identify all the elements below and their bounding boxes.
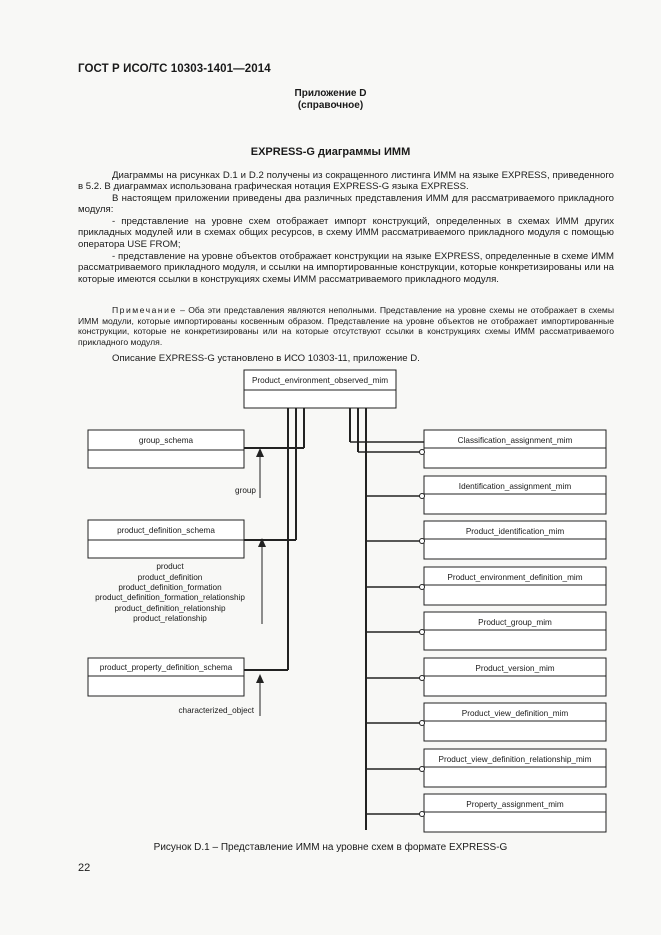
section-title: EXPRESS-G диаграммы ИММ — [250, 146, 411, 158]
connector-circle-2 — [420, 539, 425, 544]
note-text: – Оба эти представления являются неполными. Представление на уровне схемы не отображает в схемы ИММ модули, которые импортированы косвенным образом. Представление на уровне объектов не отображает импортированные конструкции, которые не конкретизированы или на которые отсутствуют ссылки в конструкциях схемы ИММ рассматриваемого прикладного модуля. — [78, 305, 614, 347]
connector-circle-8 — [420, 812, 425, 817]
label-right-5: Product_version_mim — [475, 664, 555, 673]
label-right-0: Classification_assignment_mim — [457, 436, 573, 445]
note-label: Примечание — [112, 305, 177, 315]
standard-header: ГОСТ Р ИСО/ТС 10303-1401—2014 — [78, 63, 271, 75]
appendix-title: Приложение D — [294, 88, 367, 99]
label-right-7: Product_view_definition_relationship_mim — [438, 755, 592, 764]
label-right-1: Identification_assignment_mim — [458, 482, 572, 491]
paragraph-2: В настоящем приложении приведены два различных представления ИММ для рассматриваемого прикладного модуля: — [78, 193, 614, 216]
connector-circle-4 — [420, 630, 425, 635]
label-pd-2: product_definition_formation — [118, 583, 222, 592]
label-right-3: Product_environment_definition_mim — [447, 573, 583, 582]
label-right-4: Product_group_mim — [478, 618, 552, 627]
label-right-6: Product_view_definition_mim — [461, 709, 569, 718]
label-pd-4: product_definition_relationship — [114, 604, 226, 613]
label-pd-5: product_relationship — [133, 614, 207, 623]
label-top: Product_environment_observed_mim — [251, 376, 389, 385]
label-right-8: Property_assignment_mim — [466, 800, 564, 809]
connector-circle-7 — [420, 767, 425, 772]
label-product-property-definition-schema: product_property_definition_schema — [99, 663, 233, 672]
label-group: group — [235, 486, 256, 495]
paragraph-1: Диаграммы на рисунках D.1 и D.2 получены из сокращенного листинга ИММ на языке EXPRESS, приведенного в 5.2. В диаграммах использована графическая нотация EXPRESS-G языка EXPRESS. — [78, 170, 614, 193]
page-number: 22 — [78, 862, 91, 874]
label-product-definition-schema: product_definition_schema — [117, 526, 215, 535]
connector-circle-3 — [420, 585, 425, 590]
label-right-2: Product_identification_mim — [465, 527, 565, 536]
label-pd-3: product_definition_formation_relationship — [95, 593, 245, 602]
connector-circle-5 — [420, 676, 425, 681]
bullet-1: - представление на уровне схем отображает импорт конструкций, определенных в схемах ИММ других прикладных модулей или в схемах общих ресурсов, в схему ИММ рассматриваемого прикладного модуля с помощью оператора USE FROM; — [78, 216, 614, 250]
paragraph-3: Описание EXPRESS-G установлено в ИСО 10303-11, приложение D. — [112, 353, 420, 364]
label-characterized-object: characterized_object — [178, 706, 254, 715]
connector-circle-6 — [420, 721, 425, 726]
figure-caption: Рисунок D.1 – Представление ИММ на уровне схем в формате EXPRESS-G — [153, 842, 508, 853]
label-group-schema: group_schema — [138, 436, 194, 445]
bullet-2: - представление на уровне объектов отображает конструкции на языке EXPRESS, определенные в схеме ИММ рассматриваемого прикладного модуля, и ссылки на импортированные конструкции, которые конкретизированы или на которые имеются ссылки в конструкциях схемы ИММ рассматриваемого прикладного модуля. — [78, 251, 614, 285]
label-pd-1: product_definition — [137, 573, 203, 582]
appendix-subtitle: (справочное) — [297, 100, 364, 111]
label-pd-0: product — [156, 562, 184, 571]
connector-circle-1 — [420, 494, 425, 499]
